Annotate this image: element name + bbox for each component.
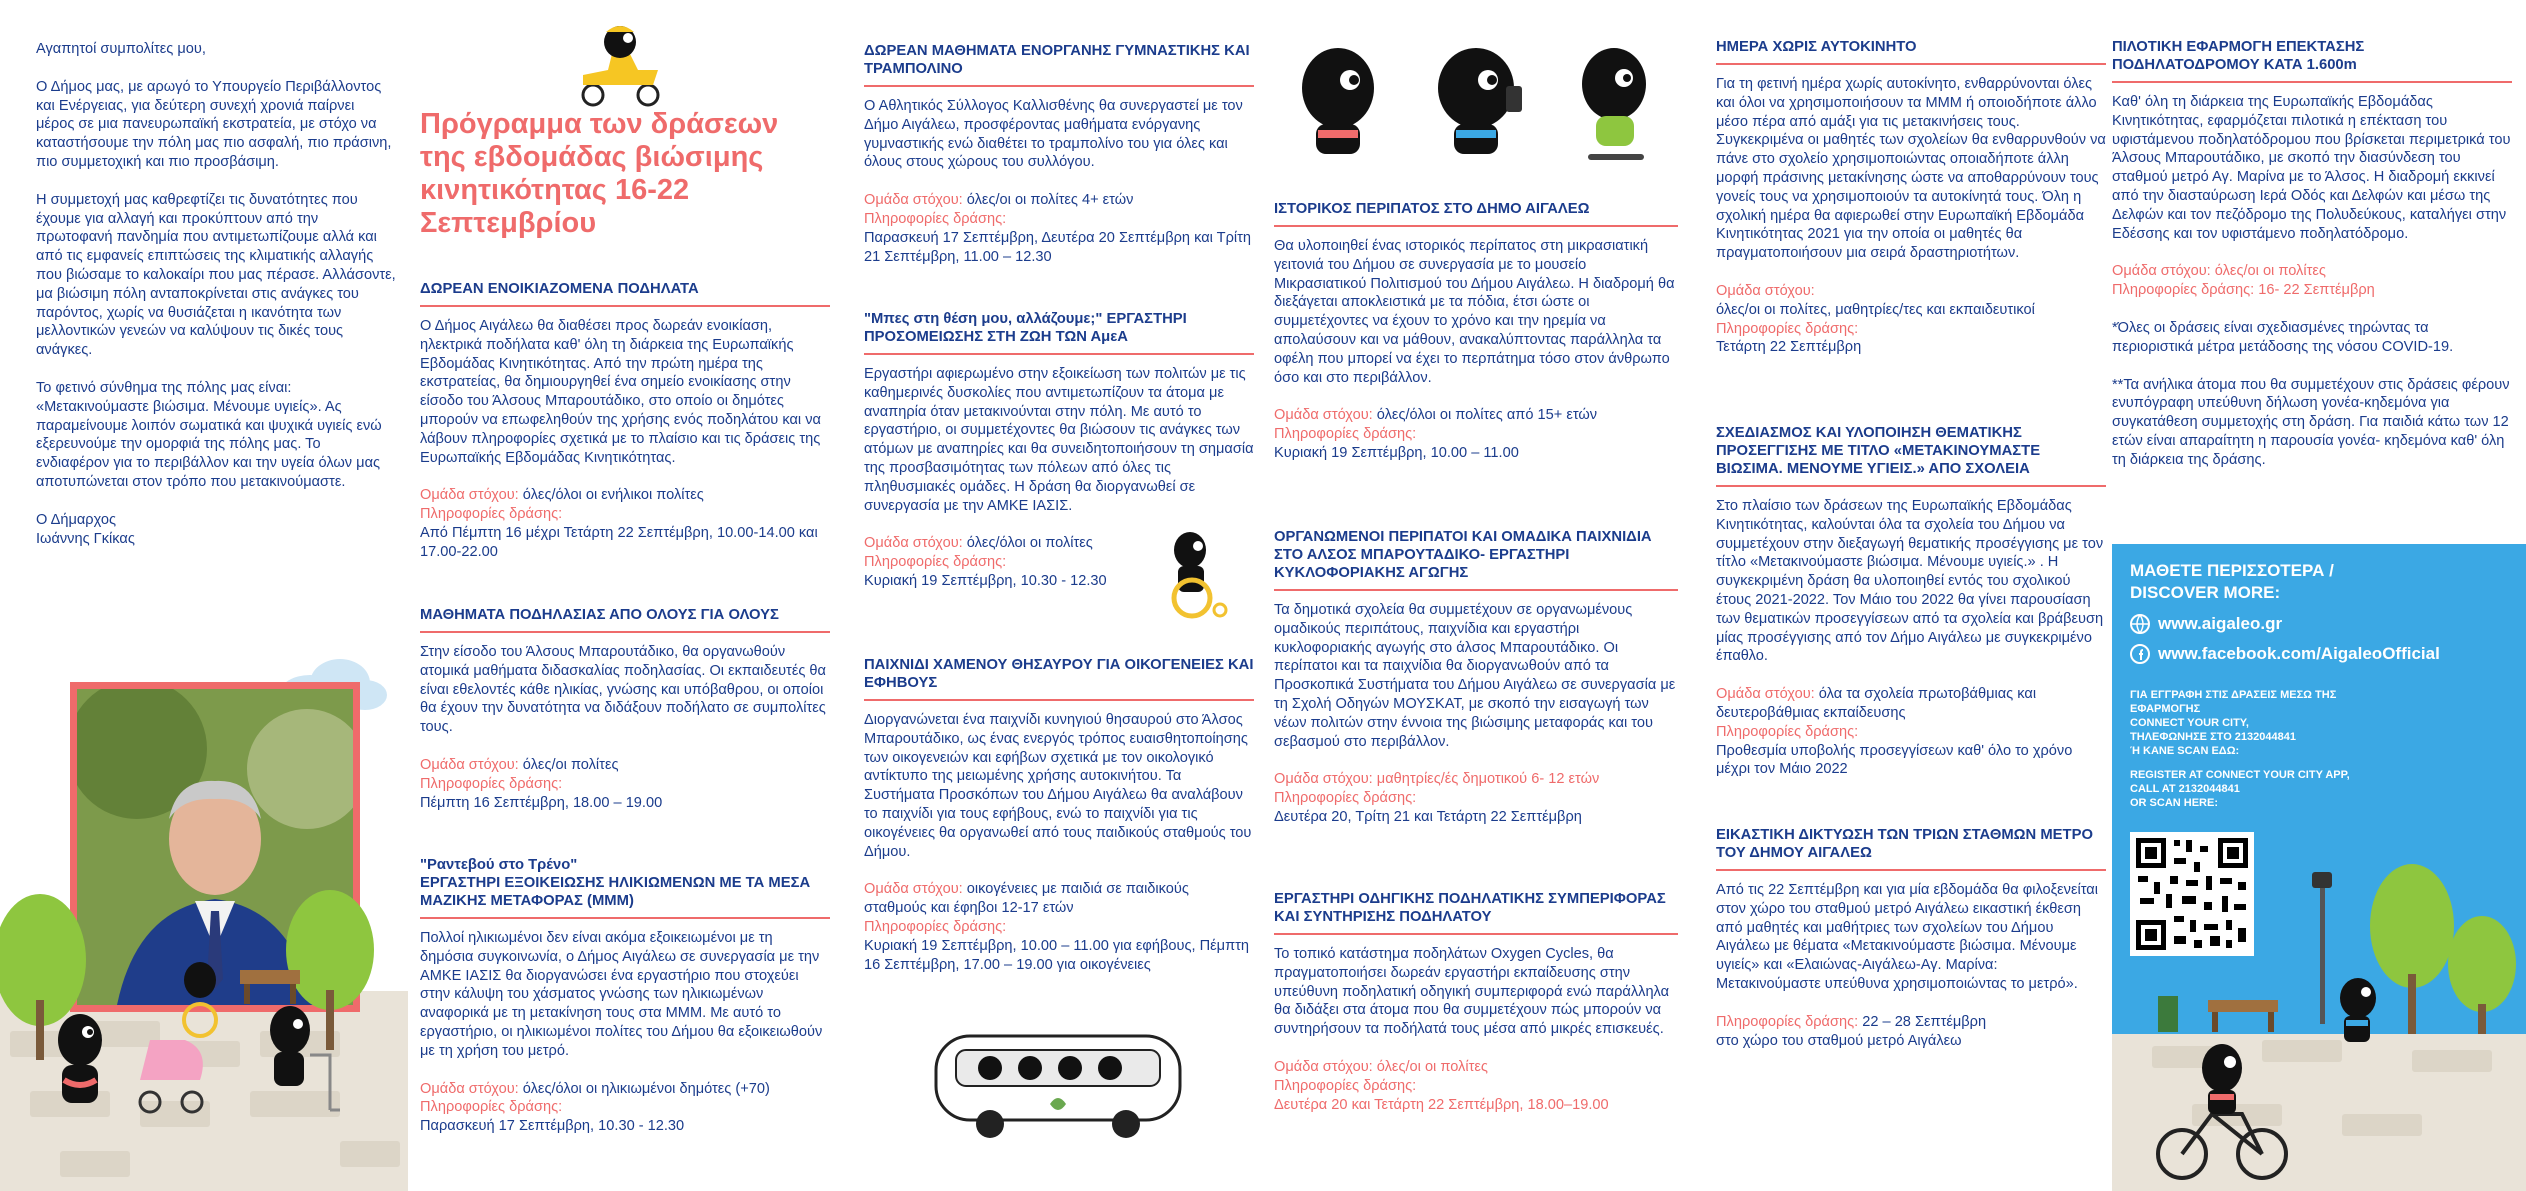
info-label: Πληροφορίες δράσης: [1274, 790, 1417, 807]
info-label: Πληροφορίες δράσης: [2112, 282, 2255, 299]
column-intro [0, 0, 408, 1191]
section-historic-walk [1274, 200, 1678, 463]
wheelchair-mascot-icon [184, 962, 216, 1036]
registration-line: CONNECT YOUR CITY, [2130, 717, 2249, 729]
section-heading: ΔΩΡΕΑΝ ΜΑΘΗΜΑΤΑ ΕΝΟΡΓΑΝΗΣ ΓΥΜΝΑΣΤΙΚΗΣ ΚΑΙ ΤΡΑΜΠΟΛΙΝΟ [864, 42, 1254, 87]
info-label: Πληροφορίες δράσης: [420, 1099, 563, 1116]
stroller-icon [140, 1040, 203, 1112]
section-subheading: "Ραντεβού στο Τρένο" [420, 857, 578, 873]
info-value: Κυριακή 19 Σεπτέμβρη, 10.00 – 11.00 για εφήβους, Πέμπτη 16 Σεπτέμβρη, 17.00 – 19.00 για οικογένειες [864, 937, 1250, 973]
target-label: Ομάδα στόχου: [420, 756, 519, 773]
target-label: Ομάδα στόχου: [1274, 407, 1373, 424]
bus-icon [930, 1024, 1186, 1144]
info-value: Δευτέρα 20 και Τετάρτη 22 Σεπτέμβρη, 18.00–19.00 [1274, 1096, 1609, 1113]
info-value: Πέμπτη 16 Σεπτέμβρη, 18.00 – 19.00 [420, 794, 663, 811]
info-value: Από Πέμπτη 16 μέχρι Τετάρτη 22 Σεπτέμβρη, 10.00-14.00 και 17.00-22.00 [420, 524, 818, 560]
info-label: Πληροφορίες δράσης: [420, 775, 563, 792]
section-gymnastics [864, 42, 1254, 266]
intro-paragraph-2: Η συμμετοχή μας καθρεφτίζει τις δυνατότητες που έχουμε για αλλαγή και προκύπτουν από την πρωτοφανή πανδημία που αντιμετωπίζουμε αλλά και από τις εμφανείς επιπτώσεις της κλιματικής αλλαγής που βιώσαμε το καλοκαίρι που μας πέρασε. Αλλάσοντε, μα βιώσιμη πόλη ανταποκρίνεται στις ανάγκες του παρόντος, χωρίς να θυσιάζεται η ικανότητα των μελλοντικών γενεών να καλύψουν τις δικές τους ανάγκες. [36, 191, 396, 359]
target-label: Ομάδα στόχου: [420, 1080, 519, 1097]
section-heading: ΕΙΚΑΣΤΙΚΗ ΔΙΚΤΥΩΣΗ ΤΩΝ ΤΡΙΩΝ ΣΤΑΘΜΩΝ ΜΕΤΡΟ ΤΟΥ ΔΗΜΟΥ ΑΙΓΑΛΕΩ [1716, 826, 2106, 871]
greeting: Αγαπητοί συμπολίτες μου, [36, 41, 206, 57]
target-label: Ομάδα στόχου: [1274, 1058, 1373, 1075]
web-icon [2130, 614, 2150, 634]
section-treasure-hunt [864, 656, 1254, 974]
target-value: όλα τα σχολεία πρωτοβάθμιας και δευτεροβάθμιας εκπαίδευσης [1716, 686, 2037, 721]
scooter-mascot-icon [558, 20, 668, 110]
info-value: Κυριακή 19 Σεπτέμβρη, 10.00 – 11.00 [1274, 444, 1519, 461]
info-value: Παρασκευή 17 Σεπτέμβρη, Δευτέρα 20 Σεπτέμβρη και Τρίτη 21 Σεπτέμβρη, 11.00 – 12.30 [864, 229, 1252, 265]
target-label: Ομάδα στόχου: [1716, 686, 1815, 703]
info-label: Πληροφορίες δράσης: [1274, 1077, 1417, 1094]
column-program [408, 0, 838, 1191]
intro-paragraph-1: Ο Δήμος μας, με αρωγό το Υπουργείο Περιβάλλοντος και Ενέργειας, για δεύτερη συνεχή χρονιά παίρνει μέρος σε μια πανευρωπαϊκή εκστρατεία, με στόχο να καταστήσουμε την πόλη μας πιο ασφαλή, πιο πράσινη, πιο συμμετοχική και πιο προσβάσιμη. [36, 78, 392, 170]
section-heading: ΣΧΕΔΙΑΣΜΟΣ ΚΑΙ ΥΛΟΠΟΙΗΣΗ ΘΕΜΑΤΙΚΗΣ ΠΡΟΣΕΓΓΙΣΗΣ ΜΕ ΤΙΤΛΟ «ΜΕΤΑΚΙΝΟΥΜΑΣΤΕ ΒΙΩΣΙΜΑ. ΜΕΝΟΥΜΕ ΥΓΙΕΙΣ.» ΑΠΟ ΣΧΟΛΕΙΑ [1716, 424, 2106, 487]
target-value: οικογένειες με παιδιά σε παιδικούς σταθμούς και έφηβοι 12-17 ετών [864, 881, 1189, 917]
column-activities-b [1262, 0, 1692, 1191]
info-location: στο χώρο του σταθμού μετρό Αιγάλεω [1716, 1032, 1962, 1049]
facebook-icon [2130, 644, 2150, 664]
target-label: Ομάδα στόχου: [1274, 771, 1373, 788]
section-body: Ο Αθλητικός Σύλλογος Καλλισθένης θα συνεργαστεί με τον Δήμο Αιγάλεω, προσφέροντας μαθήματα ενόργανης γυμναστικής ενώ διαθέτει το τραμπολίνο του για όλες και όλους στους χώρους του συλλόγου. [864, 98, 1243, 171]
registration-line: REGISTER AT CONNECT YOUR CITY APP, [2130, 769, 2350, 781]
section-body: Πολλοί ηλικιωμένοι δεν είναι ακόμα εξοικειωμένοι με τη δημόσια συγκοινωνία, ο Δήμος Αιγάλεω σε συνεργασία με την ΑΜΚΕ ΙΑΣΙΣ θα διοργανώσει ένα εργαστήριο που στοχεύει στην κάλυψη του χάσματος γνώσης των ηλικιωμένων αναφορικά με τη μετακίνηση τους στα ΜΜΜ. Με αυτό το εργαστήριο, οι ηλικιωμένοι πολίτες του Δήμου θα εξοικειωθούν με τη χρήση του μετρό. [420, 930, 823, 1059]
registration-line: OR SCAN HERE: [2130, 797, 2219, 809]
wheelchair-mascot-icon [1156, 528, 1236, 620]
target-value: όλες/οι οι πολίτες [2214, 263, 2326, 280]
web-url[interactable]: www.aigaleo.gr [2158, 614, 2283, 633]
info-value: 22 – 28 Σεπτέμβρη [1862, 1013, 1987, 1030]
target-value: όλες/οι πολίτες [522, 756, 619, 773]
section-body: Το τοπικό κατάστημα ποδηλάτων Oxygen Cycles, θα πραγματοποιήσει δωρεάν εργαστήρι εκπαίδευσης στην υπεύθυνη ποδηλατική οδηγική συμπεριφορά ενώ παράλληλα θα διδάξει στα άτομα που θα συμμετέχουν πώς μπορούν να συντηρήσουν τα ποδήλατά τους μέσα από μικρές επισκευές. [1274, 946, 1670, 1038]
minors-note: **Τα ανήλικα άτομα που θα συμμετέχουν στις δράσεις φέρουν ενυπόγραφη υπεύθυνη δήλωση γονέα-κηδεμόνα για συγκατάθεση συμμετοχής στη δράση. Για παιδιά κάτω των 12 ετών είναι απαραίτητη η παρουσία γονέα- κηδεμόνα καθ' όλη τη διάρκεια της δράσης. [2112, 376, 2510, 468]
info-value: Παρασκευή 17 Σεπτέμβρη, 10.30 - 12.30 [420, 1118, 685, 1135]
registration-line: ΤΗΛΕΦΩΝΗΣΕ ΣΤΟ 2132044841 [2130, 731, 2296, 743]
registration-line: Ή ΚΑΝΕ SCAN ΕΔΩ: [2130, 745, 2240, 757]
section-body: Διοργανώνεται ένα παιχνίδι κυνηγιού θησαυρού στο Άλσος Μπαρουτάδικο, ως ένας ενεργός τρόπος ευαισθητοποίησης των οικογενειών και εφήβων σχετικά με τον οικολογικό αντίκτυπο της μειωμένης χρήσης αυτοκινήτου. Τα Συστήματα Προσκόπων του Δήμου Αιγάλεω θα αναλάβουν το παιχνίδι για τους εφήβους, ενώ το παιχνίδι για τις οικογένειες θα οργανωθεί από τους παιδικούς σταθμούς του Δήμου. [864, 712, 1252, 860]
intro-paragraph-3: Το φετινό σύνθημα της πόλης μας είναι: «Μετακινούμαστε βιώσιμα. Μένουμε υγιείς». Ας παραμείνουμε λοιπόν σωματικά και ψυχικά υγιείς ενώ εξερευνούμε την ομορφιά της πόλης μας. Το ενδιαφέρον για το περιβάλλον και την υγεία όλων μας αποτυπώνεται στον τρόπο που μετακινούμαστε. [36, 379, 382, 490]
section-heading: ΟΡΓΑΝΩΜΕΝΟΙ ΠΕΡΙΠΑΤΟΙ ΚΑΙ ΟΜΑΔΙΚΑ ΠΑΙΧΝΙΔΙΑ ΣΤΟ ΑΛΣΟΣ ΜΠΑΡΟΥΤΑΔΙΚΟ- ΕΡΓΑΣΤΗΡΙ ΚΥΚΛΟΦΟΡΙΑΚΗΣ ΑΓΩΓΗΣ [1274, 528, 1678, 591]
signature-role: Ο Δήμαρχος [36, 511, 117, 528]
column-activities-c [1692, 0, 2112, 1191]
park-scene [2112, 814, 2526, 1191]
target-value: όλες/όλοι οι πολίτες [966, 535, 1093, 552]
info-label: Πληροφορίες δράσης: [1716, 723, 1859, 740]
target-value: όλες/οι οι πολίτες 4+ ετών [966, 192, 1134, 209]
facebook-link[interactable] [2130, 644, 2440, 664]
target-label: Ομάδα στόχου: [864, 881, 963, 898]
section-heading: ΕΡΓΑΣΤΗΡΙ ΟΔΗΓΙΚΗΣ ΠΟΔΗΛΑΤΙΚΗΣ ΣΥΜΠΕΡΙΦΟΡΑΣ ΚΑΙ ΣΥΝΤΗΡΙΣΗΣ ΠΟΔΗΛΑΤΟΥ [1274, 890, 1678, 935]
mascots-icon [1276, 36, 1676, 176]
section-cycling-workshop [1274, 890, 1678, 1114]
program-title: Πρόγραμμα των δράσεων της εβδομάδας βιώσιμης κινητικότητας 16-22 Σεπτεμβρίου [420, 108, 779, 239]
target-value: όλες/όλοι οι ενήλικοι πολίτες [522, 487, 704, 504]
section-heading: ΠΙΛΟΤΙΚΗ ΕΦΑΡΜΟΓΗ ΕΠΕΚΤΑΣΗΣ ΠΟΔΗΛΑΤΟΔΡΟΜΟΥ ΚΑΤΑ 1.600m [2112, 38, 2512, 83]
registration-line: ΓΙΑ ΕΓΓΡΑΦΗ ΣΤΙΣ ΔΡΑΣΕΙΣ ΜΕΣΩ ΤΗΣ ΕΦΑΡΜΟΓΗΣ [2130, 689, 2337, 715]
section-heading: ΕΡΓΑΣΤΗΡΙ ΕΞΟΙΚΕΙΩΣΗΣ ΗΛΙΚΙΩΜΕΝΩΝ ΜΕ ΤΑ ΜΕΣΑ ΜΑΖΙΚΗΣ ΜΕΤΑΦΟΡΑΣ (ΜΜΜ) [420, 874, 830, 919]
park-illustration [0, 880, 408, 1191]
section-body: Τα δημοτικά σχολεία θα συμμετέχουν σε οργανωμένους ομαδικούς περιπάτους, παιχνίδια και εργαστήρι κυκλοφοριακής αγωγής στο άλσος Μπαρουτάδικο. Οι περίπατοι και τα παιχνίδια θα διοργανωθούν από τα Προσκοπικά Συστήματα του Δήμου Αιγάλεω σε συνεργασία με τη Σχολή Οδηγών ΜΟΥΣΚΑΤ, με σκοπό την εισαγωγή των νέων πολιτών στην έννοια της βιώσιμης μεταφοράς και του σεβασμού στο περιβάλλον. [1274, 602, 1676, 750]
info-label: Πληροφορίες δράσης: [1274, 426, 1417, 443]
learn-more-heading: ΜΑΘΕΤΕ ΠΕΡΙΣΣΟΤΕΡΑ / [2130, 561, 2334, 580]
bench-icon [2208, 1000, 2278, 1032]
section-body: Ο Δήμος Αιγάλεω θα διαθέσει προς δωρεάν ενοικίαση, ηλεκτρικά ποδήλατα καθ' όλη τη διάρκεια της Ευρωπαϊκής Εβδομάδας Κινητικότητας. Από την πρώτη ημέρα της εκστρατείας, θα δημιουργηθεί ένα σημείο ενοικίασης στην είσοδο του Άλσους Μπαρουτάδικο, στο οποίο οι δημότες μπορούν να επωφεληθούν της χρήσης ενός ποδηλάτου και να λάβουν πληροφορίες σχετικά με το πλαίσιο και τις δράσεις της Ευρωπαϊκής Εβδομάδας Κινητικότητας. [420, 318, 821, 466]
section-car-free-day [1716, 38, 2106, 357]
target-value: μαθητρίες/ές δημοτικού 6- 12 ετών [1376, 771, 1600, 788]
info-value: Δευτέρα 20, Τρίτη 21 και Τετάρτη 22 Σεπτέμβρη [1274, 808, 1582, 825]
walker-mascot-icon [2340, 978, 2376, 1042]
section-heading: "Μπες στη θέση μου, αλλάζουμε;" ΕΡΓΑΣΤΗΡΙ ΠΡΟΣΟΜΕΙΩΣΗΣ ΣΤΗ ΖΩΗ ΤΩΝ ΑμεΑ [864, 310, 1254, 355]
section-body: Στην είσοδο του Άλσους Μπαρουτάδικο, θα οργανωθούν ατομικά μαθήματα διδασκαλίας ποδηλασίας. Οι εκπαιδευτές θα είναι εθελοντές κάθε ηλικίας, γνώσης και υπόβαθρου, οι οποίοι θα έχουν την δυνατότητα να διδάξουν ποδήλατο σε συμπολίτες τους. [420, 644, 826, 736]
target-value: όλες/όλοι οι ηλικιωμένοι δημότες (+70) [522, 1080, 770, 1097]
section-heading: ΜΑΘΗΜΑΤΑ ΠΟΔΗΛΑΣΙΑΣ ΑΠΟ ΟΛΟΥΣ ΓΙΑ ΟΛΟΥΣ [420, 606, 830, 633]
section-heading: ΠΑΙΧΝΙΔΙ ΧΑΜΕΝΟΥ ΘΗΣΑΥΡΟΥ ΓΙΑ ΟΙΚΟΓΕΝΕΙΕΣ ΚΑΙ ΕΦΗΒΟΥΣ [864, 656, 1254, 701]
signature-name: Ιωάννης Γκίκας [36, 530, 135, 547]
section-train-workshop [420, 856, 830, 1136]
section-body: Θα υλοποιηθεί ένας ιστορικός περίπατος στη μικρασιατική γειτονιά του Δήμου σε συνεργασία με το μουσείο Μικρασιατικού Πολιτισμού του Δήμου Αιγάλεω. Η διαδρομή θα διεξάγεται αποκλειστικά με τα πόδια, έτσι ώστε οι συμμετέχοντες να έχουν το χρόνο και την ηρεμία να απολαύσουν και να μάθουν, ανακαλύπτοντας παράλληλα τα οφέλη που μπορεί να έχει το περπάτημα τόσο στον άνθρωπο όσο και στο περιβάλλον. [1274, 238, 1675, 386]
section-body: Εργαστήρι αφιερωμένο στην εξοικείωση των πολιτών με τις καθημερινές δυσκολίες που αντιμετωπίζουν τα άτομα με αναπηρία όταν μετακινούνται στην πόλη. Με αυτό το εργαστήριο, οι συμμετέχοντες θα βιώσουν τις ανάγκες των ατόμων με αναπηρίες και θα συνειδητοποιήσουν τη σημασία της προσβασιμότητας των πόλεων από όλες τις πληθυσμιακές ομάδες. Η δράση θα διοργανωθεί σε συνεργασία με την ΑΜΚΕ ΙΑΣΙΣ. [864, 366, 1254, 514]
section-bike-lane [2112, 38, 2512, 470]
info-label: Πληροφορίες δράσης: [420, 506, 563, 523]
covid-note: *Όλες οι δράσεις είναι σχεδιασμένες τηρώντας τα περιοριστικά μέτρα μετάδοσης της νόσου COVID-19. [2112, 319, 2454, 355]
target-value: όλες/όλοι οι πολίτες από 15+ ετών [1376, 407, 1598, 424]
section-body: Στο πλαίσιο των δράσεων της Ευρωπαϊκής Εβδομάδας Κινητικότητας, καλούνται όλα τα σχολεία του Δήμου να συμμετέχουν στην διεξαγωγή θεματικής προσέγγισης με τον τίτλο «Μετακινούμαστε βιώσιμα. Μένουμε υγιείς.» . Η συγκεκριμένη δράση θα υλοποιηθεί εντός του σχολικού έτους 2021-2022. Τον Μάιο του 2022 θα γίνει παρουσίαση των θεματικών προσεγγίσεων από τα σχολεία και βράβευση μίας προσέγγισης από τον Δήμο Αιγάλεω με συγκεκριμένο έπαθλο. [1716, 498, 2104, 665]
mascot-icon [58, 1014, 102, 1103]
info-label: Πληροφορίες δράσης: [1716, 320, 1859, 337]
section-organized-walks [1274, 528, 1678, 827]
bin-icon [2158, 996, 2178, 1032]
info-label: Πληροφορίες δράσης: [864, 554, 1007, 571]
section-body: Για τη φετινή ημέρα χωρίς αυτοκίνητο, ενθαρρύνονται όλες και όλοι να χρησιμοποιήσουν τα ΜΜΜ ή οποιοδήποτε άλλο μέσο πέρα από αμάξι για τις μετακινήσεις τους. Συγκεκριμένα οι μαθητές των σχολείων θα ενθαρρυνθούν να πάνε στο σχολείο χρησιμοποιώντας οποιαδήποτε άλλη μορφή πράσινης μετακίνησης ώστε να αποθαρρύνουν τους γονείς τους να χρησιμοποιούν τα αυτοκίνητά τους. Όλη η σχολική ημέρα θα αφιερωθεί στην Ευρωπαϊκή Εβδομάδα Κινητικότητας 2021 για την οποία οι μαθητές θα πραγματοποιήσουν μια σειρά δραστηριοτήτων. [1716, 76, 2106, 262]
target-label: Ομάδα στόχου: [2112, 263, 2211, 280]
target-label: Ομάδα στόχου: [1716, 282, 1815, 299]
section-free-bikes [420, 280, 830, 562]
registration-greek [2130, 688, 2390, 758]
section-heading: ΔΩΡΕΑΝ ΕΝΟΙΚΙΑΖΟΜΕΝΑ ΠΟΔΗΛΑΤΑ [420, 280, 830, 307]
info-label: Πληροφορίες δράσης: [864, 918, 1007, 935]
section-body: Από τις 22 Σεπτέμβρη και για μία εβδομάδα θα φιλοξενείται στον χώρο του σταθμού μετρό Αιγάλεω εικαστική έκθεση από μαθητές και μαθήτριες των σχολείων του Δήμου Αιγάλεω με θέματα «Μετακινούμαστε βιώσιμα. Μένουμε υγιείς» και «Ελαιώνας-Αιγάλεω-Αγ. Μαρίνα: Μετακινούμαστε υπεύθυνα χρησιμοποιώντας το μετρό». [1716, 882, 2098, 992]
section-school-theme [1716, 424, 2106, 779]
registration-english [2130, 768, 2390, 810]
target-value: όλες/οι οι πολίτες, μαθητρίες/τες και εκπαιδευτικοί [1716, 301, 2035, 318]
section-metro-exhibition [1716, 826, 2106, 1050]
target-label: Ομάδα στόχου: [420, 487, 519, 504]
registration-line: CALL AT 2132044841 [2130, 783, 2240, 795]
target-label: Ομάδα στόχου: [864, 192, 963, 209]
target-label: Ομάδα στόχου: [864, 535, 963, 552]
info-label: Πληροφορίες δράσης: [864, 210, 1007, 227]
section-body: Καθ' όλη τη διάρκεια της Ευρωπαϊκής Εβδομάδας Κινητικότητας, εφαρμόζεται πιλοτικά η επέκταση του υφιστάμενου ποδηλατόδρομου που βρίσκεται περιμετρικά του Άλσους Μπαρουτάδικο, με σκοπό την διασύνδεση του σταθμού μετρό Αγ. Μαρίνα με το Άλσος. Η διαδρομή εκκινεί από την διασταύρωση Ιερά Οδός και Δελφών και μέσω της Δελφών και τον πεζόδρομο της Πολυδεύκους, καταλήγει στην Εδέσσης και τον υφιστάμενο ποδηλατόδρομο. [2112, 94, 2511, 242]
facebook-url[interactable]: www.facebook.com/AigaleoOfficial [2158, 644, 2440, 663]
info-value: 16- 22 Σεπτέμβρη [2258, 282, 2375, 299]
target-value: όλες/οι οι πολίτες [1376, 1058, 1488, 1075]
info-label: Πληροφορίες δράσης: [1716, 1013, 1859, 1030]
column-activities-a [838, 0, 1262, 1191]
discover-more-heading: DISCOVER MORE: [2130, 583, 2281, 602]
section-cycling-lessons [420, 606, 830, 812]
tree-icon [2370, 864, 2454, 988]
info-value: Προθεσμία υποβολής προσεγγίσεων καθ' όλο το χρόνο μέχρι τον Μάιο 2022 [1716, 742, 2073, 778]
discover-more-panel [2112, 544, 2526, 1191]
info-value: Κυριακή 19 Σεπτέμβρη, 10.30 - 12.30 [864, 572, 1107, 589]
lamp-icon [2312, 872, 2332, 1024]
web-link[interactable] [2130, 614, 2282, 634]
info-value: Τετάρτη 22 Σεπτέμβρη [1716, 339, 1862, 356]
section-heading: ΙΣΤΟΡΙΚΟΣ ΠΕΡΙΠΑΤΟΣ ΣΤΟ ΔΗΜΟ ΑΙΓΑΛΕΩ [1274, 200, 1678, 227]
section-heading: ΗΜΕΡΑ ΧΩΡΙΣ ΑΥΤΟΚΙΝΗΤΟ [1716, 38, 2106, 65]
intro-letter [36, 40, 396, 548]
bench-icon [240, 970, 300, 984]
